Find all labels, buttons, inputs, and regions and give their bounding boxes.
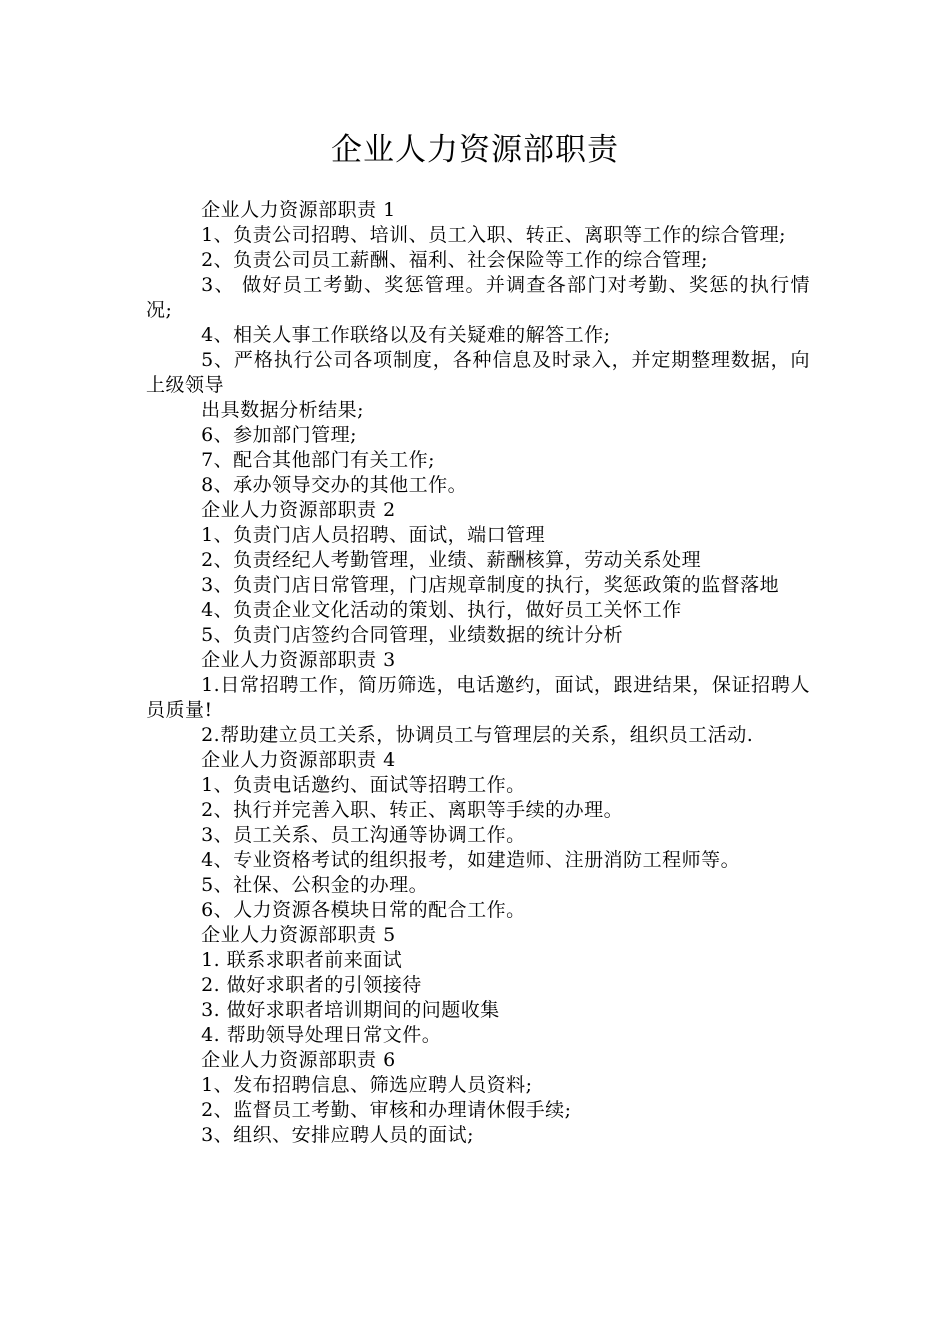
paragraph: 1、发布招聘信息、筛选应聘人员资料; <box>201 1074 533 1096</box>
paragraph: 4、负责企业文化活动的策划、执行，做好员工关怀工作 <box>201 599 682 621</box>
section-heading: 企业人力资源部职责 4 <box>201 749 396 771</box>
paragraph: 3、 做好员工考勤、奖惩管理。并调查各部门对考勤、奖惩的执行情况; <box>146 274 810 321</box>
document-body <box>146 198 810 1148</box>
paragraph: 7、配合其他部门有关工作; <box>201 449 436 471</box>
paragraph: 5、社保、公积金的办理。 <box>201 874 429 896</box>
paragraph: 3、员工关系、员工沟通等协调工作。 <box>201 824 526 846</box>
paragraph: 3、组织、安排应聘人员的面试; <box>201 1124 475 1146</box>
paragraph: 2、负责经纪人考勤管理，业绩、薪酬核算，劳动关系处理 <box>201 549 702 571</box>
paragraph: 出具数据分析结果; <box>201 399 364 421</box>
document-title: 企业人力资源部职责 <box>331 132 619 168</box>
paragraph: 1、负责门店人员招聘、面试，端口管理 <box>201 524 546 546</box>
paragraph: 5、负责门店签约合同管理，业绩数据的统计分析 <box>201 624 624 646</box>
section-heading: 企业人力资源部职责 2 <box>201 499 396 521</box>
paragraph: 2、监督员工考勤、审核和办理请休假手续; <box>201 1099 572 1121</box>
paragraph: 2、负责公司员工薪酬、福利、社会保险等工作的综合管理; <box>201 249 709 271</box>
paragraph: 6、参加部门管理; <box>201 424 358 446</box>
paragraph: 1、负责电话邀约、面试等招聘工作。 <box>201 774 526 796</box>
paragraph: 4、相关人事工作联络以及有关疑难的解答工作; <box>201 324 611 346</box>
paragraph: 1.日常招聘工作，简历筛选，电话邀约，面试，跟进结果，保证招聘人员质量! <box>146 674 810 721</box>
paragraph: 2. 做好求职者的引领接待 <box>201 974 422 996</box>
section-heading: 企业人力资源部职责 1 <box>201 199 396 221</box>
paragraph: 4、专业资格考试的组织报考，如建造师、注册消防工程师等。 <box>201 849 741 871</box>
paragraph: 4. 帮助领导处理日常文件。 <box>201 1024 442 1046</box>
section-heading: 企业人力资源部职责 5 <box>201 924 396 946</box>
paragraph: 5、严格执行公司各项制度，各种信息及时录入，并定期整理数据，向上级领导 <box>146 349 810 396</box>
section-heading: 企业人力资源部职责 3 <box>201 649 396 671</box>
section-heading: 企业人力资源部职责 6 <box>201 1049 396 1071</box>
paragraph: 2.帮助建立员工关系，协调员工与管理层的关系，组织员工活动. <box>201 724 754 746</box>
paragraph: 3. 做好求职者培训期间的问题收集 <box>201 999 500 1021</box>
paragraph: 6、人力资源各模块日常的配合工作。 <box>201 899 526 921</box>
paragraph: 8、承办领导交办的其他工作。 <box>201 474 468 496</box>
paragraph: 3、负责门店日常管理，门店规章制度的执行，奖惩政策的监督落地 <box>201 574 780 596</box>
paragraph: 2、执行并完善入职、转正、离职等手续的办理。 <box>201 799 624 821</box>
paragraph: 1. 联系求职者前来面试 <box>201 949 403 971</box>
paragraph: 1、负责公司招聘、培训、员工入职、转正、离职等工作的综合管理; <box>201 224 787 246</box>
